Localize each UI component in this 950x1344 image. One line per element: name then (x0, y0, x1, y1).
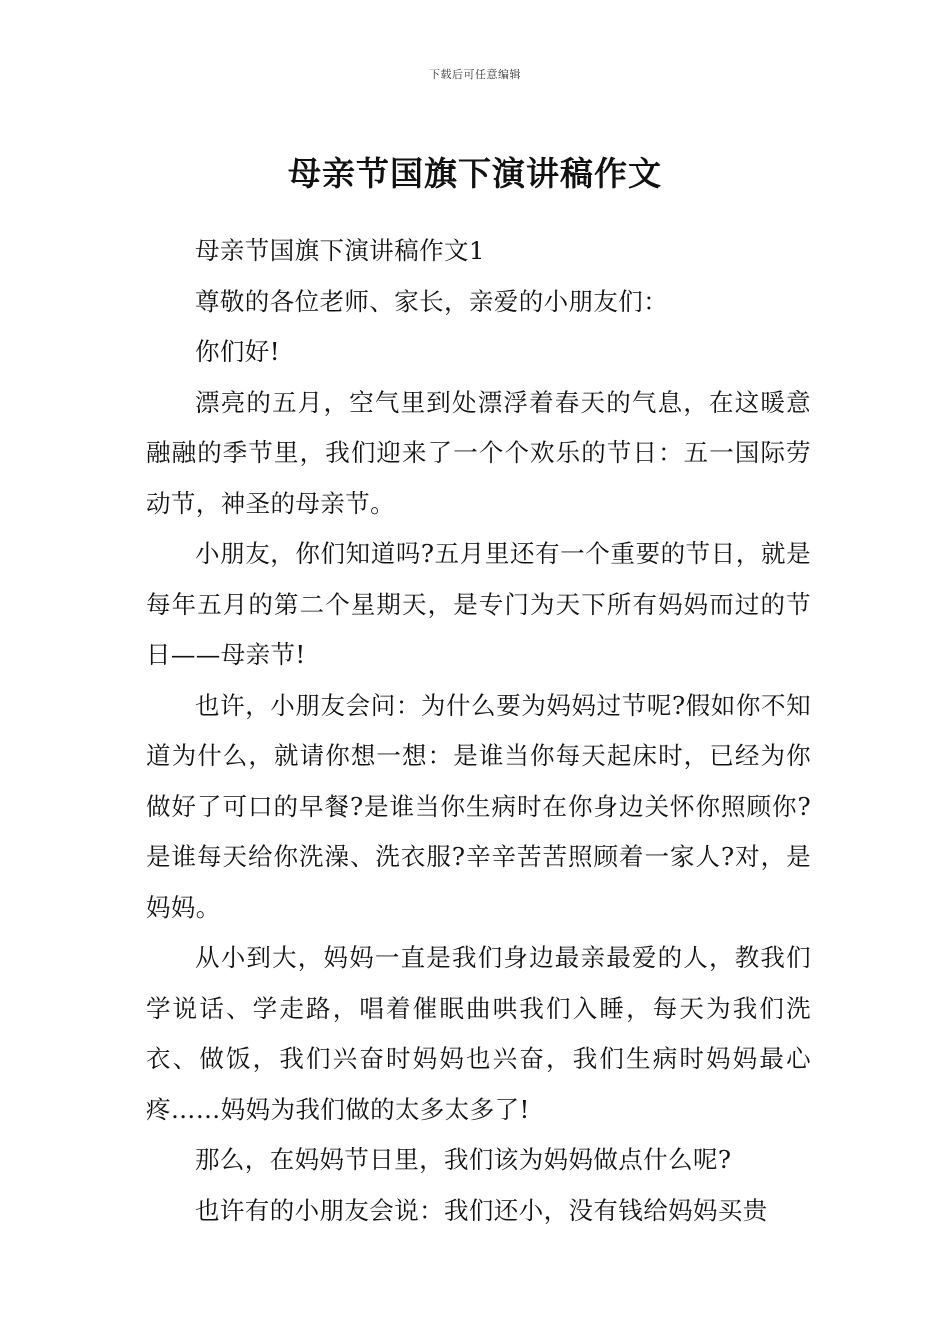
body-paragraph: 漂亮的五月，空气里到处漂浮着春天的气息，在这暖意融融的季节里，我们迎来了一个个欢乐的节日：五一国际劳动节，神圣的母亲节。 (146, 387, 811, 518)
header-note: 下载后可任意编辑 (429, 68, 521, 81)
body-paragraph: 也许有的小朋友会说：我们还小，没有钱给妈妈买贵 (195, 1195, 768, 1225)
body-paragraph: 从小到大，妈妈一直是我们身边最亲最爱的人，教我们学说话、学走路，唱着催眠曲哄我们入睡，每天为我们洗衣、做饭，我们兴奋时妈妈也兴奋，我们生病时妈妈最心疼……妈妈为我们做的太多太多了! (146, 943, 811, 1124)
greeting-paragraph: 你们好! (195, 337, 280, 366)
body-paragraph: 小朋友，你们知道吗?五月里还有一个重要的节日，就是每年五月的第二个星期天，是专门为天下所有妈妈而过的节日——母亲节! (146, 539, 811, 669)
salutation-paragraph: 尊敬的各位老师、家长，亲爱的小朋友们： (195, 286, 669, 316)
body-paragraph: 也许，小朋友会问：为什么要为妈妈过节呢?假如你不知道为什么，就请你想一想：是谁当你每天起床时，已经为你做好了可口的早餐?是谁当你生病时在你身边关怀你照顾你?是谁每天给你洗澡、洗衣服?辛辛苦苦照顾着一家人?对，是妈妈。 (146, 690, 811, 922)
document-body (146, 226, 811, 1236)
subtitle-paragraph: 母亲节国旗下演讲稿作文1 (195, 236, 485, 265)
document-title: 母亲节国旗下演讲稿作文 (288, 154, 662, 194)
body-paragraph: 那么，在妈妈节日里，我们该为妈妈做点什么呢? (195, 1145, 732, 1174)
